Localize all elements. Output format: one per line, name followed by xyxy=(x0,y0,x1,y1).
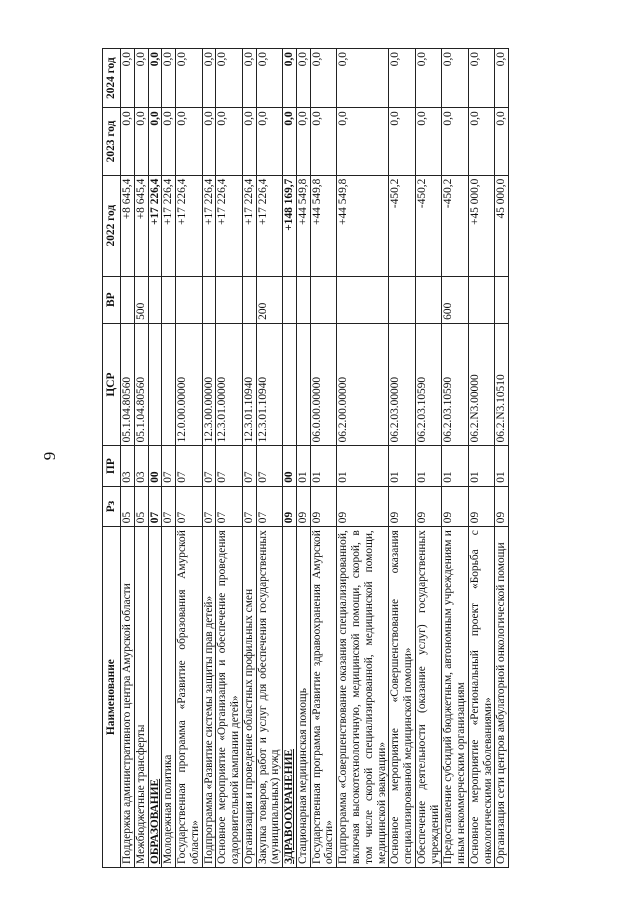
cell-2024: 0,0 xyxy=(389,49,416,108)
cell-2023: 0,0 xyxy=(442,108,469,175)
cell-2023: 0,0 xyxy=(283,108,297,175)
cell-rz: 07 xyxy=(176,486,203,526)
table-row xyxy=(442,49,469,868)
page-number: 9 xyxy=(40,451,59,461)
table-row xyxy=(216,49,243,868)
cell-2022: +44 549,8 xyxy=(296,175,310,276)
cell-csr: 12.3.01.00000 xyxy=(216,323,243,446)
cell-2024: 0,0 xyxy=(256,49,283,108)
cell-vr xyxy=(162,276,176,323)
cell-csr: 06.2.03.10590 xyxy=(415,323,442,446)
cell-name: ОБРАЗОВАНИЕ xyxy=(148,527,162,868)
table-row xyxy=(468,49,495,868)
cell-pr: 03 xyxy=(134,446,148,486)
cell-2024: 0,0 xyxy=(415,49,442,108)
table-row xyxy=(176,49,203,868)
cell-pr: 01 xyxy=(296,446,310,486)
header-rz: Рз xyxy=(103,486,121,526)
cell-name: Предоставление субсидий бюджетным, автономным учреждениям и иным некоммерческим организациям xyxy=(442,527,469,868)
cell-name: Закупка товаров, работ и услуг для обеспечения государственных (муниципальных) нужд xyxy=(256,527,283,868)
cell-name: Государственная программа «Развитие здравоохранения Амурской области» xyxy=(310,527,337,868)
table-row xyxy=(121,49,135,868)
cell-rz: 09 xyxy=(337,486,389,526)
cell-2024: 0,0 xyxy=(310,49,337,108)
cell-csr: 06.2.N3.00000 xyxy=(468,323,495,446)
cell-name: Молодежная политика xyxy=(162,527,176,868)
cell-rz: 07 xyxy=(162,486,176,526)
cell-pr: 00 xyxy=(148,446,162,486)
cell-rz: 07 xyxy=(216,486,243,526)
cell-2022: +148 169,7 xyxy=(283,175,297,276)
cell-csr: 12.3.00.00000 xyxy=(202,323,216,446)
cell-name: Стационарная медицинская помощь xyxy=(296,527,310,868)
table-row xyxy=(296,49,310,868)
cell-2024: 0,0 xyxy=(296,49,310,108)
cell-name: Основное мероприятие «Организация и обеспечение проведения оздоровительной кампании детей» xyxy=(216,527,243,868)
cell-2024: 0,0 xyxy=(468,49,495,108)
cell-vr xyxy=(202,276,216,323)
header-2022: 2022 год xyxy=(103,175,121,276)
cell-name: Подпрограмма «Развитие системы защиты прав детей» xyxy=(202,527,216,868)
cell-2023: 0,0 xyxy=(242,108,256,175)
cell-csr: 05.1.04.80560 xyxy=(121,323,135,446)
cell-vr xyxy=(283,276,297,323)
cell-2024: 0,0 xyxy=(283,49,297,108)
cell-2023: 0,0 xyxy=(121,108,135,175)
table-row xyxy=(202,49,216,868)
cell-2022: -450,2 xyxy=(415,175,442,276)
cell-2022: +17 226,4 xyxy=(202,175,216,276)
header-csr: ЦСР xyxy=(103,323,121,446)
cell-2023: 0,0 xyxy=(202,108,216,175)
cell-rz: 07 xyxy=(242,486,256,526)
cell-vr xyxy=(216,276,243,323)
cell-csr: 12.3.01.10940 xyxy=(242,323,256,446)
cell-vr xyxy=(415,276,442,323)
cell-2023: 0,0 xyxy=(468,108,495,175)
cell-2023: 0,0 xyxy=(162,108,176,175)
table-row xyxy=(283,49,297,868)
cell-csr: 06.2.03.10590 xyxy=(442,323,469,446)
cell-2024: 0,0 xyxy=(202,49,216,108)
header-2023: 2023 год xyxy=(103,108,121,175)
table-row xyxy=(495,49,509,868)
cell-2022: +17 226,4 xyxy=(148,175,162,276)
cell-2022: +8 645,4 xyxy=(134,175,148,276)
cell-rz: 09 xyxy=(310,486,337,526)
cell-2022: +17 226,4 xyxy=(216,175,243,276)
cell-2022: +17 226,4 xyxy=(162,175,176,276)
cell-2023: 0,0 xyxy=(134,108,148,175)
table-row xyxy=(310,49,337,868)
cell-rz: 09 xyxy=(389,486,416,526)
cell-2022: +45 000,0 xyxy=(468,175,495,276)
cell-2024: 0,0 xyxy=(495,49,509,108)
header-vr: ВР xyxy=(103,276,121,323)
cell-2024: 0,0 xyxy=(176,49,203,108)
table-row xyxy=(242,49,256,868)
header-pr: ПР xyxy=(103,446,121,486)
cell-2024: 0,0 xyxy=(148,49,162,108)
cell-2023: 0,0 xyxy=(256,108,283,175)
table-header-row xyxy=(103,49,121,868)
cell-2024: 0,0 xyxy=(121,49,135,108)
cell-pr: 01 xyxy=(495,446,509,486)
cell-vr xyxy=(495,276,509,323)
cell-2024: 0,0 xyxy=(216,49,243,108)
cell-2022: +44 549,8 xyxy=(310,175,337,276)
cell-name: Государственная программа «Развитие образования Амурской области» xyxy=(176,527,203,868)
cell-pr: 00 xyxy=(283,446,297,486)
cell-2023: 0,0 xyxy=(296,108,310,175)
cell-pr: 07 xyxy=(216,446,243,486)
cell-pr: 01 xyxy=(442,446,469,486)
cell-rz: 09 xyxy=(296,486,310,526)
cell-pr: 07 xyxy=(162,446,176,486)
cell-2023: 0,0 xyxy=(337,108,389,175)
cell-csr: 12.3.01.10940 xyxy=(256,323,283,446)
cell-rz: 05 xyxy=(121,486,135,526)
cell-rz: 09 xyxy=(415,486,442,526)
cell-rz: 05 xyxy=(134,486,148,526)
cell-vr xyxy=(337,276,389,323)
cell-csr: 06.2.00.00000 xyxy=(337,323,389,446)
table-body xyxy=(121,49,509,868)
table-row xyxy=(337,49,389,868)
cell-rz: 07 xyxy=(256,486,283,526)
cell-pr: 07 xyxy=(242,446,256,486)
cell-vr xyxy=(242,276,256,323)
cell-csr: 12.0.00.00000 xyxy=(176,323,203,446)
cell-csr xyxy=(283,323,297,446)
cell-pr: 01 xyxy=(337,446,389,486)
cell-2022: +8 645,4 xyxy=(121,175,135,276)
cell-2024: 0,0 xyxy=(337,49,389,108)
cell-rz: 07 xyxy=(202,486,216,526)
cell-name: Основное мероприятие «Региональный проект «Борьба с онкологическими заболеваниями» xyxy=(468,527,495,868)
cell-2022: +17 226,4 xyxy=(176,175,203,276)
table-row xyxy=(256,49,283,868)
cell-pr: 01 xyxy=(389,446,416,486)
cell-pr: 01 xyxy=(415,446,442,486)
cell-name: Организация сети центров амбулаторной онкологической помощи xyxy=(495,527,509,868)
cell-2023: 0,0 xyxy=(148,108,162,175)
cell-vr: 600 xyxy=(442,276,469,323)
cell-name: Обеспечение деятельности (оказание услуг) государственных учреждений xyxy=(415,527,442,868)
cell-name: Основное мероприятие «Совершенствование оказания специализированной медицинской помощи» xyxy=(389,527,416,868)
cell-csr xyxy=(162,323,176,446)
cell-2023: 0,0 xyxy=(176,108,203,175)
cell-csr: 06.0.00.00000 xyxy=(310,323,337,446)
cell-2023: 0,0 xyxy=(495,108,509,175)
cell-vr: 500 xyxy=(134,276,148,323)
cell-vr xyxy=(310,276,337,323)
cell-2023: 0,0 xyxy=(216,108,243,175)
cell-name: Подпрограмма «Совершенствование оказания специализированной, включая высокотехнологичную, медицинской помощи, скорой, в том числе скорой специализированной, медицинской помощи, медицинской эвакуации» xyxy=(337,527,389,868)
cell-pr: 07 xyxy=(176,446,203,486)
cell-2023: 0,0 xyxy=(415,108,442,175)
cell-2024: 0,0 xyxy=(442,49,469,108)
cell-2022: +17 226,4 xyxy=(256,175,283,276)
rotated-page-content xyxy=(102,48,640,868)
cell-2022: +17 226,4 xyxy=(242,175,256,276)
cell-2022: 45 000,0 xyxy=(495,175,509,276)
cell-name: Поддержка административного центра Амурской области xyxy=(121,527,135,868)
cell-csr xyxy=(148,323,162,446)
cell-2024: 0,0 xyxy=(242,49,256,108)
header-name: Наименование xyxy=(103,527,121,868)
cell-vr xyxy=(148,276,162,323)
cell-rz: 09 xyxy=(495,486,509,526)
table-row xyxy=(162,49,176,868)
cell-2022: +44 549,8 xyxy=(337,175,389,276)
cell-rz: 09 xyxy=(468,486,495,526)
cell-rz: 09 xyxy=(283,486,297,526)
cell-vr: 200 xyxy=(256,276,283,323)
cell-csr: 05.1.04.80560 xyxy=(134,323,148,446)
cell-pr: 03 xyxy=(121,446,135,486)
cell-name: Межбюджетные трансферты xyxy=(134,527,148,868)
cell-csr: 06.2.N3.10510 xyxy=(495,323,509,446)
table-row xyxy=(415,49,442,868)
cell-vr xyxy=(296,276,310,323)
cell-vr xyxy=(389,276,416,323)
table-row xyxy=(389,49,416,868)
cell-name: Организация и проведение областных профильных смен xyxy=(242,527,256,868)
cell-csr xyxy=(296,323,310,446)
cell-vr xyxy=(121,276,135,323)
table-row xyxy=(148,49,162,868)
cell-2024: 0,0 xyxy=(162,49,176,108)
cell-2024: 0,0 xyxy=(134,49,148,108)
cell-pr: 01 xyxy=(310,446,337,486)
cell-2022: -450,2 xyxy=(442,175,469,276)
cell-name: ЗДРАВООХРАНЕНИЕ xyxy=(283,527,297,868)
cell-2022: -450,2 xyxy=(389,175,416,276)
cell-pr: 01 xyxy=(468,446,495,486)
cell-rz: 07 xyxy=(148,486,162,526)
header-2024: 2024 год xyxy=(103,49,121,108)
table-row xyxy=(134,49,148,868)
cell-csr: 06.2.03.00000 xyxy=(389,323,416,446)
cell-2023: 0,0 xyxy=(310,108,337,175)
cell-rz: 09 xyxy=(442,486,469,526)
budget-table xyxy=(102,48,509,868)
cell-vr xyxy=(176,276,203,323)
cell-pr: 07 xyxy=(256,446,283,486)
cell-pr: 07 xyxy=(202,446,216,486)
cell-2023: 0,0 xyxy=(389,108,416,175)
cell-vr xyxy=(468,276,495,323)
